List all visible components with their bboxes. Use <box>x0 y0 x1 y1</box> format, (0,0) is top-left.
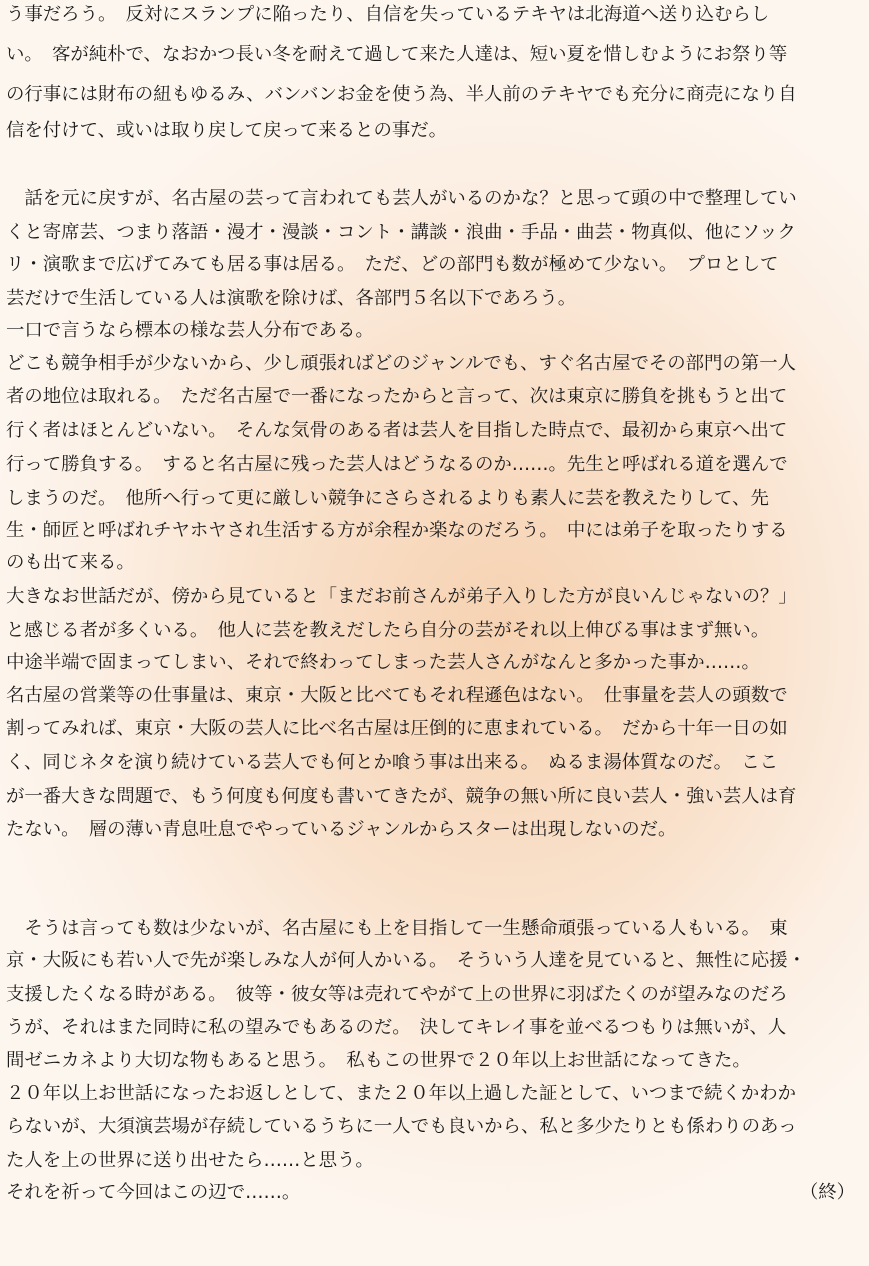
text-line: 者の地位は取れる。 ただ名古屋で一番になったからと言って、次は東京に勝負を挑もうと出て <box>6 386 788 407</box>
text-line: 中途半端で固まってしまい、それで終わってしまった芸人さんがなんと多かった事か……。 <box>6 652 760 673</box>
text-line: と感じる者が多くいる。 他人に芸を教えだしたら自分の芸がそれ以上伸びる事はまず無い。 <box>6 620 770 641</box>
text-line: ２０年以上お世話になったお返しとして、また２０年以上過した証として、いつまで続くかわか <box>6 1083 797 1104</box>
text-line: 芸だけで生活している人は演歌を除けば、各部門５名以下であろう。 <box>6 288 577 309</box>
text-line: 信を付けて、或いは取り戻して戻って来るとの事だ。 <box>6 120 448 141</box>
text-line: くと寄席芸、つまり落語・漫才・漫談・コント・講談・浪曲・手品・曲芸・物真似、他にソック <box>6 222 796 243</box>
text-line: 話を元に戻すが、名古屋の芸って言われても芸人がいるのかな？と思って頭の中で整理してい <box>6 188 797 209</box>
text-line: のも出て来る。 <box>6 552 135 573</box>
text-line: い。 客が純朴で、なおかつ長い冬を耐えて過して来た人達は、短い夏を惜しむようにお祭り等 <box>6 44 788 65</box>
end-mark: （終） <box>799 1182 855 1203</box>
text-line: 京・大阪にも若い人で先が楽しみな人が何人かいる。 そういう人達を見ていると、無性に応援・ <box>6 950 806 971</box>
text-line: 支援したくなる時がある。 彼等・彼女等は売れてやがて上の世界に羽ばたくのが望みなのだろ <box>6 984 788 1005</box>
text-line: 大きなお世話だが、傍から見ていると「まだお前さんが弟子入りした方が良いんじゃないの？」 <box>6 586 797 607</box>
text-line: の行事には財布の紐もゆるみ、バンバンお金を使う為、半人前のテキヤでも充分に商売になり自 <box>6 84 797 105</box>
text-line: らないが、大須演芸場が存続しているうちに一人でも良いから、私と多少たりとも係わりのあっ <box>6 1116 797 1137</box>
text-line: 一口で言うなら標本の様な芸人分布である。 <box>6 320 374 341</box>
text-line: それを祈って今回はこの辺で……。 <box>6 1182 301 1203</box>
text-line: 名古屋の営業等の仕事量は、東京・大阪と比べてもそれ程遜色はない。 仕事量を芸人の頭数で <box>6 685 788 706</box>
text-line: 行って勝負する。 すると名古屋に残った芸人はどうなるのか……。先生と呼ばれる道を選んで <box>6 454 788 475</box>
text-line: 行く者はほとんどいない。 そんな気骨のある者は芸人を目指した時点で、最初から東京へ出て <box>6 420 788 441</box>
text-line: たない。 層の薄い青息吐息でやっているジャンルからスターは出現しないのだ。 <box>6 819 677 840</box>
text-line: しまうのだ。 他所へ行って更に厳しい競争にさらされるよりも素人に芸を教えたりして、先 <box>6 488 769 509</box>
text-line: 割ってみれば、東京・大阪の芸人に比べ名古屋は圧倒的に恵まれている。 だから十年一日の如 <box>6 718 788 739</box>
text-line: どこも競争相手が少ないから、少し頑張ればどのジャンルでも、すぐ名古屋でその部門の第一人 <box>6 353 796 374</box>
text-line: が一番大きな問題で、もう何度も何度も書いてきたが、競争の無い所に良い芸人・強い芸人は育 <box>6 786 797 807</box>
text-line: 間ゼニカネより大切な物もあると思う。 私もこの世界で２０年以上お世話になってきた。 <box>6 1050 751 1071</box>
text-line: リ・演歌まで広げてみても居る事は居る。 ただ、どの部門も数が極めて少ない。 プロとして <box>6 254 779 275</box>
text-line: た人を上の世界に送り出せたら……と思う。 <box>6 1150 374 1171</box>
text-line: く、同じネタを演り続けている芸人でも何とか喰う事は出来る。 ぬるま湯体質なのだ。 ここ <box>6 752 779 773</box>
text-line: 生・師匠と呼ばれチヤホヤされ生活する方が余程か楽なのだろう。 中には弟子を取ったりする <box>6 520 788 541</box>
text-line: うが、それはまた同時に私の望みでもあるのだ。 決してキレイ事を並べるつもりは無いが、人 <box>6 1017 787 1038</box>
text-line: そうは言っても数は少ないが、名古屋にも上を目指して一生懸命頑張っている人もいる。 東 <box>6 918 788 939</box>
text-line: う事だろう。 反対にスランプに陥ったり、自信を失っているテキヤは北海道へ送り込むらし <box>6 4 770 25</box>
